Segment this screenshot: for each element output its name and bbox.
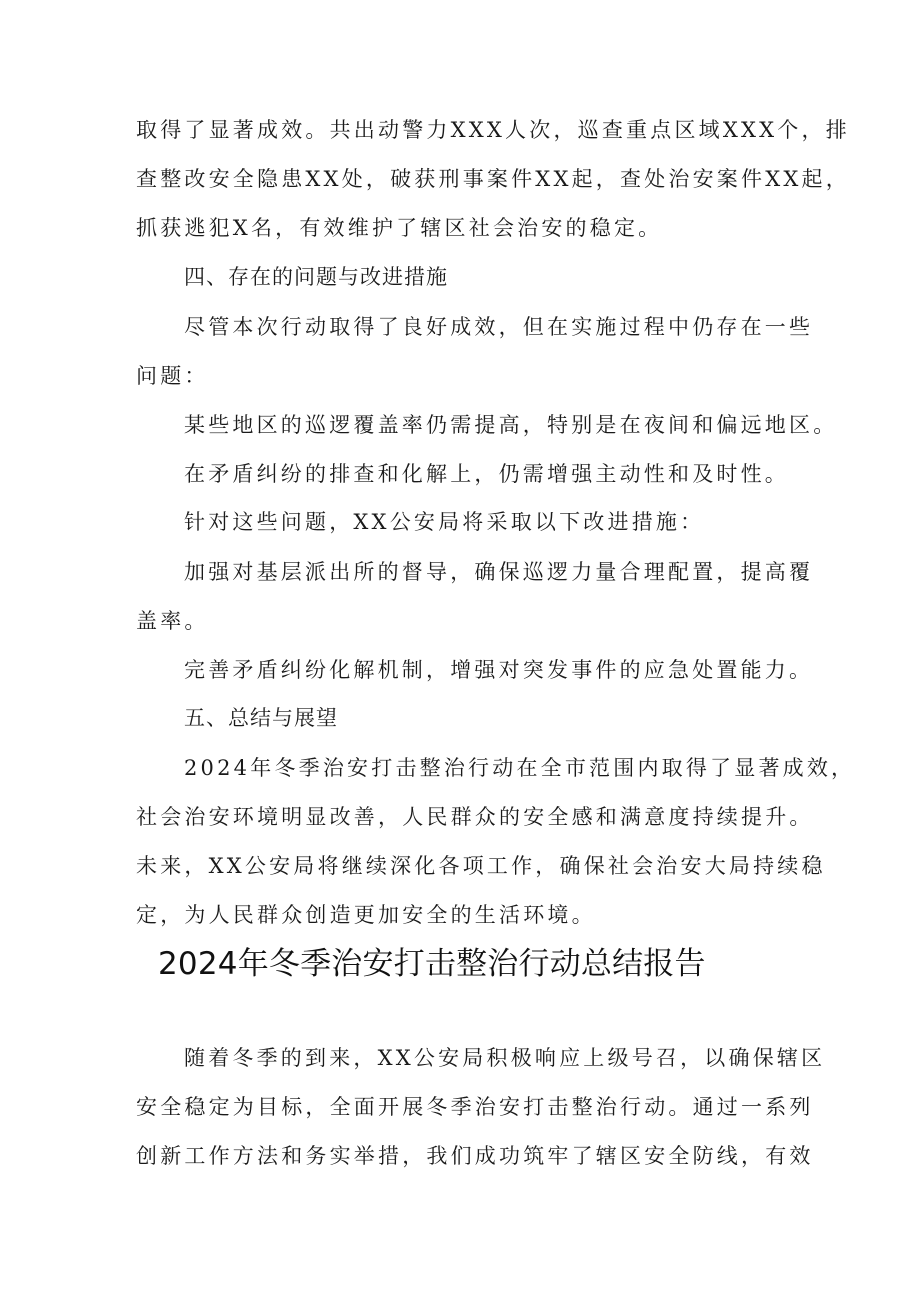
body-line: 问题： xyxy=(136,364,209,388)
body-line: 定，为人民群众创造更加安全的生活环境。 xyxy=(136,903,596,927)
section-heading-problems: 四、存在的问题与改进措施 xyxy=(184,265,448,289)
measures-intro: 针对这些问题，XX公安局将采取以下改进措施： xyxy=(184,510,705,534)
issue-item: 某些地区的巡逻覆盖率仍需提高，特别是在夜间和偏远地区。 xyxy=(184,413,838,437)
body-line: 尽管本次行动取得了良好成效，但在实施过程中仍存在一些 xyxy=(184,315,814,339)
body-line: 取得了显著成效。共出动警力XXX人次，巡查重点区域XXX个，排 xyxy=(136,118,850,142)
section-heading-summary: 五、总结与展望 xyxy=(184,706,338,730)
body-line: 随着冬季的到来，XX公安局积极响应上级号召，以确保辖区 xyxy=(184,1046,826,1070)
body-line: 安全稳定为目标，全面开展冬季治安打击整治行动。通过一系列 xyxy=(136,1095,814,1119)
body-line: 2024年冬季治安打击整治行动在全市范围内取得了显著成效， xyxy=(184,756,856,780)
report-title: 2024年冬季治安打击整治行动总结报告 xyxy=(158,946,706,982)
measure-item: 完善矛盾纠纷化解机制，增强对突发事件的应急处置能力。 xyxy=(184,658,814,682)
body-line: 查整改安全隐患XX处，破获刑事案件XX起，查处治安案件XX起， xyxy=(136,167,850,191)
body-line: 创新工作方法和务实举措，我们成功筑牢了辖区安全防线，有效 xyxy=(136,1144,814,1168)
measure-item: 加强对基层派出所的督导，确保巡逻力量合理配置，提高覆 xyxy=(184,560,814,584)
issue-item: 在矛盾纠纷的排查和化解上，仍需增强主动性和及时性。 xyxy=(184,462,789,486)
measure-item-continued: 盖率。 xyxy=(136,609,209,633)
body-line: 未来，XX公安局将继续深化各项工作，确保社会治安大局持续稳 xyxy=(136,854,826,878)
body-line: 抓获逃犯X名，有效维护了辖区社会治安的稳定。 xyxy=(136,216,663,240)
body-line: 社会治安环境明显改善，人民群众的安全感和满意度持续提升。 xyxy=(136,805,814,829)
